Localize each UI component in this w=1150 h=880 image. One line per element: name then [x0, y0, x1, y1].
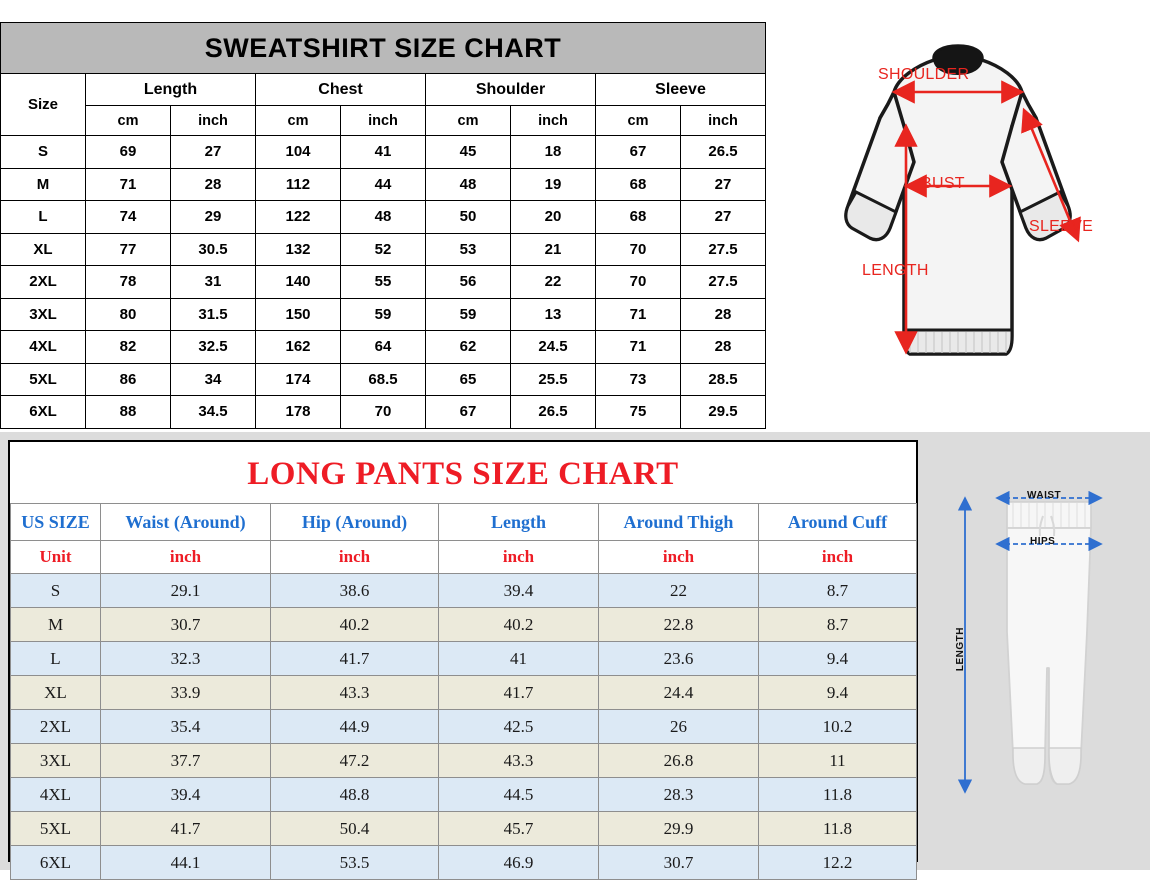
- sweatshirt-label-length: LENGTH: [862, 262, 929, 279]
- cell: 23.6: [599, 642, 759, 676]
- cell: 45: [426, 136, 511, 169]
- cell: 52: [341, 233, 426, 266]
- cell: 162: [256, 331, 341, 364]
- pants-size-label: 6XL: [11, 846, 101, 880]
- cell: 39.4: [439, 574, 599, 608]
- sweatshirt-size-label: 2XL: [1, 266, 86, 299]
- cell: 82: [86, 331, 171, 364]
- pants-label-hips: HIPS: [1030, 536, 1056, 547]
- sweatshirt-unit-cell: cm: [86, 106, 171, 136]
- cell: 44: [341, 168, 426, 201]
- cell: 11.8: [759, 778, 917, 812]
- cell: 31.5: [171, 298, 256, 331]
- pants-header-waist: Waist (Around): [101, 504, 271, 541]
- cell: 44.1: [101, 846, 271, 880]
- cell: 68.5: [341, 363, 426, 396]
- cell: 55: [341, 266, 426, 299]
- cell: 53: [426, 233, 511, 266]
- cell: 31: [171, 266, 256, 299]
- cell: 42.5: [439, 710, 599, 744]
- cell: 74: [86, 201, 171, 234]
- pants-illustration: [935, 432, 1150, 870]
- pants-size-label: M: [11, 608, 101, 642]
- sweatshirt-unit-cell: cm: [256, 106, 341, 136]
- cell: 9.4: [759, 676, 917, 710]
- cell: 30.7: [599, 846, 759, 880]
- cell: 33.9: [101, 676, 271, 710]
- sweatshirt-unit-cell: cm: [596, 106, 681, 136]
- table-row: [11, 574, 917, 608]
- cell: 40.2: [439, 608, 599, 642]
- cell: 41.7: [439, 676, 599, 710]
- cell: 48: [341, 201, 426, 234]
- pants-size-label: 3XL: [11, 744, 101, 778]
- cell: 140: [256, 266, 341, 299]
- sweatshirt-unit-cell: inch: [511, 106, 596, 136]
- cell: 27: [681, 168, 766, 201]
- cell: 18: [511, 136, 596, 169]
- cell: 48.8: [271, 778, 439, 812]
- cell: 67: [596, 136, 681, 169]
- cell: 88: [86, 396, 171, 429]
- unit-cell: inch: [101, 541, 271, 574]
- cell: 28: [681, 331, 766, 364]
- cell: 41.7: [101, 812, 271, 846]
- pants-table: [10, 503, 917, 880]
- cell: 44.5: [439, 778, 599, 812]
- cell: 43.3: [271, 676, 439, 710]
- sweatshirt-size-label: L: [1, 201, 86, 234]
- cell: 78: [86, 266, 171, 299]
- table-header-row: [11, 504, 917, 541]
- cell: 70: [596, 233, 681, 266]
- table-row: [1, 331, 766, 364]
- cell: 29: [171, 201, 256, 234]
- table-row: [1, 233, 766, 266]
- sweatshirt-illustration: [766, 0, 1150, 420]
- cell: 122: [256, 201, 341, 234]
- sweatshirt-label-sleeve: SLEEVE: [1029, 218, 1094, 235]
- pants-size-label: 2XL: [11, 710, 101, 744]
- sweatshirt-size-label: 4XL: [1, 331, 86, 364]
- cell: 29.5: [681, 396, 766, 429]
- unit-cell: inch: [599, 541, 759, 574]
- cell: 28: [171, 168, 256, 201]
- cell: 27.5: [681, 266, 766, 299]
- table-row: [1, 396, 766, 429]
- cell: 19: [511, 168, 596, 201]
- pants-header-us-size: US SIZE: [11, 504, 101, 541]
- cell: 62: [426, 331, 511, 364]
- cell: 26.5: [681, 136, 766, 169]
- unit-cell: inch: [759, 541, 917, 574]
- sweatshirt-chart-title: SWEATSHIRT SIZE CHART: [1, 23, 766, 74]
- sweatshirt-group-chest: Chest: [256, 74, 426, 106]
- cell: 69: [86, 136, 171, 169]
- table-row: [11, 744, 917, 778]
- sweatshirt-unit-cell: cm: [426, 106, 511, 136]
- cell: 24.4: [599, 676, 759, 710]
- pants-size-label: 4XL: [11, 778, 101, 812]
- sweatshirt-table: [0, 22, 766, 429]
- cell: 8.7: [759, 608, 917, 642]
- pants-size-label: L: [11, 642, 101, 676]
- cell: 10.2: [759, 710, 917, 744]
- cell: 34.5: [171, 396, 256, 429]
- cell: 35.4: [101, 710, 271, 744]
- cell: 13: [511, 298, 596, 331]
- cell: 112: [256, 168, 341, 201]
- unit-cell: inch: [271, 541, 439, 574]
- cell: 22.8: [599, 608, 759, 642]
- sweatshirt-unit-cell: inch: [341, 106, 426, 136]
- pants-header-cuff: Around Cuff: [759, 504, 917, 541]
- cell: 132: [256, 233, 341, 266]
- cell: 44.9: [271, 710, 439, 744]
- cell: 37.7: [101, 744, 271, 778]
- cell: 38.6: [271, 574, 439, 608]
- pants-label-waist: WAIST: [1027, 490, 1062, 501]
- sweatshirt-label-bust: BUST: [921, 175, 965, 192]
- cell: 64: [341, 331, 426, 364]
- cell: 28.5: [681, 363, 766, 396]
- cell: 29.1: [101, 574, 271, 608]
- table-row: [11, 812, 917, 846]
- table-row: [1, 201, 766, 234]
- table-row: [11, 676, 917, 710]
- cell: 45.7: [439, 812, 599, 846]
- cell: 68: [596, 168, 681, 201]
- sweatshirt-size-chart: [0, 22, 766, 421]
- cell: 50: [426, 201, 511, 234]
- table-row: [1, 136, 766, 169]
- pants-size-label: S: [11, 574, 101, 608]
- table-row: [11, 608, 917, 642]
- cell: 26.8: [599, 744, 759, 778]
- pants-header-length: Length: [439, 504, 599, 541]
- cell: 27.5: [681, 233, 766, 266]
- sweatshirt-size-header: Size: [1, 74, 86, 136]
- cell: 150: [256, 298, 341, 331]
- cell: 27: [681, 201, 766, 234]
- cell: 70: [341, 396, 426, 429]
- sweatshirt-size-label: 6XL: [1, 396, 86, 429]
- cell: 32.3: [101, 642, 271, 676]
- cell: 11.8: [759, 812, 917, 846]
- table-row: [11, 642, 917, 676]
- pants-label-length: LENGTH: [955, 627, 966, 672]
- cell: 24.5: [511, 331, 596, 364]
- sweatshirt-label-shoulder: SHOULDER: [878, 66, 970, 83]
- cell: 20: [511, 201, 596, 234]
- cell: 71: [596, 331, 681, 364]
- cell: 41.7: [271, 642, 439, 676]
- cell: 21: [511, 233, 596, 266]
- cell: 75: [596, 396, 681, 429]
- table-row: [11, 778, 917, 812]
- cell: 80: [86, 298, 171, 331]
- sweatshirt-size-label: M: [1, 168, 86, 201]
- sweatshirt-unit-cell: inch: [171, 106, 256, 136]
- sweatshirt-unit-cell: inch: [681, 106, 766, 136]
- cell: 53.5: [271, 846, 439, 880]
- sweatshirt-group-sleeve: Sleeve: [596, 74, 766, 106]
- pants-unit-row: [11, 541, 917, 574]
- pants-chart-title: LONG PANTS SIZE CHART: [247, 456, 679, 492]
- cell: 41: [341, 136, 426, 169]
- cell: 68: [596, 201, 681, 234]
- cell: 27: [171, 136, 256, 169]
- cell: 56: [426, 266, 511, 299]
- cell: 22: [599, 574, 759, 608]
- sweatshirt-group-shoulder: Shoulder: [426, 74, 596, 106]
- cell: 59: [341, 298, 426, 331]
- cell: 9.4: [759, 642, 917, 676]
- cell: 67: [426, 396, 511, 429]
- cell: 174: [256, 363, 341, 396]
- cell: 50.4: [271, 812, 439, 846]
- cell: 59: [426, 298, 511, 331]
- cell: 40.2: [271, 608, 439, 642]
- table-row: [11, 710, 917, 744]
- cell: 26.5: [511, 396, 596, 429]
- cell: 22: [511, 266, 596, 299]
- cell: 71: [596, 298, 681, 331]
- table-row: [1, 363, 766, 396]
- sweatshirt-size-label: 3XL: [1, 298, 86, 331]
- cell: 71: [86, 168, 171, 201]
- sweatshirt-group-length: Length: [86, 74, 256, 106]
- cell: 32.5: [171, 331, 256, 364]
- cell: 28.3: [599, 778, 759, 812]
- cell: 12.2: [759, 846, 917, 880]
- cell: 77: [86, 233, 171, 266]
- table-row: [1, 168, 766, 201]
- sweatshirt-size-label: S: [1, 136, 86, 169]
- pants-header-thigh: Around Thigh: [599, 504, 759, 541]
- cell: 39.4: [101, 778, 271, 812]
- cell: 11: [759, 744, 917, 778]
- pants-size-label: 5XL: [11, 812, 101, 846]
- cell: 41: [439, 642, 599, 676]
- cell: 34: [171, 363, 256, 396]
- cell: 65: [426, 363, 511, 396]
- pants-size-label: XL: [11, 676, 101, 710]
- sweatshirt-diagram-svg: [766, 0, 1150, 420]
- cell: 73: [596, 363, 681, 396]
- cell: 29.9: [599, 812, 759, 846]
- cell: 8.7: [759, 574, 917, 608]
- cell: 30.5: [171, 233, 256, 266]
- table-row: [11, 846, 917, 880]
- cell: 48: [426, 168, 511, 201]
- sweatshirt-size-label: XL: [1, 233, 86, 266]
- cell: 70: [596, 266, 681, 299]
- cell: 46.9: [439, 846, 599, 880]
- cell: 25.5: [511, 363, 596, 396]
- unit-cell: Unit: [11, 541, 101, 574]
- cell: 28: [681, 298, 766, 331]
- cell: 47.2: [271, 744, 439, 778]
- table-row: [1, 298, 766, 331]
- cell: 43.3: [439, 744, 599, 778]
- cell: 26: [599, 710, 759, 744]
- pants-size-chart: [0, 432, 935, 870]
- unit-cell: inch: [439, 541, 599, 574]
- cell: 178: [256, 396, 341, 429]
- cell: 104: [256, 136, 341, 169]
- sweatshirt-size-label: 5XL: [1, 363, 86, 396]
- table-row: [1, 266, 766, 299]
- cell: 30.7: [101, 608, 271, 642]
- cell: 86: [86, 363, 171, 396]
- pants-header-hip: Hip (Around): [271, 504, 439, 541]
